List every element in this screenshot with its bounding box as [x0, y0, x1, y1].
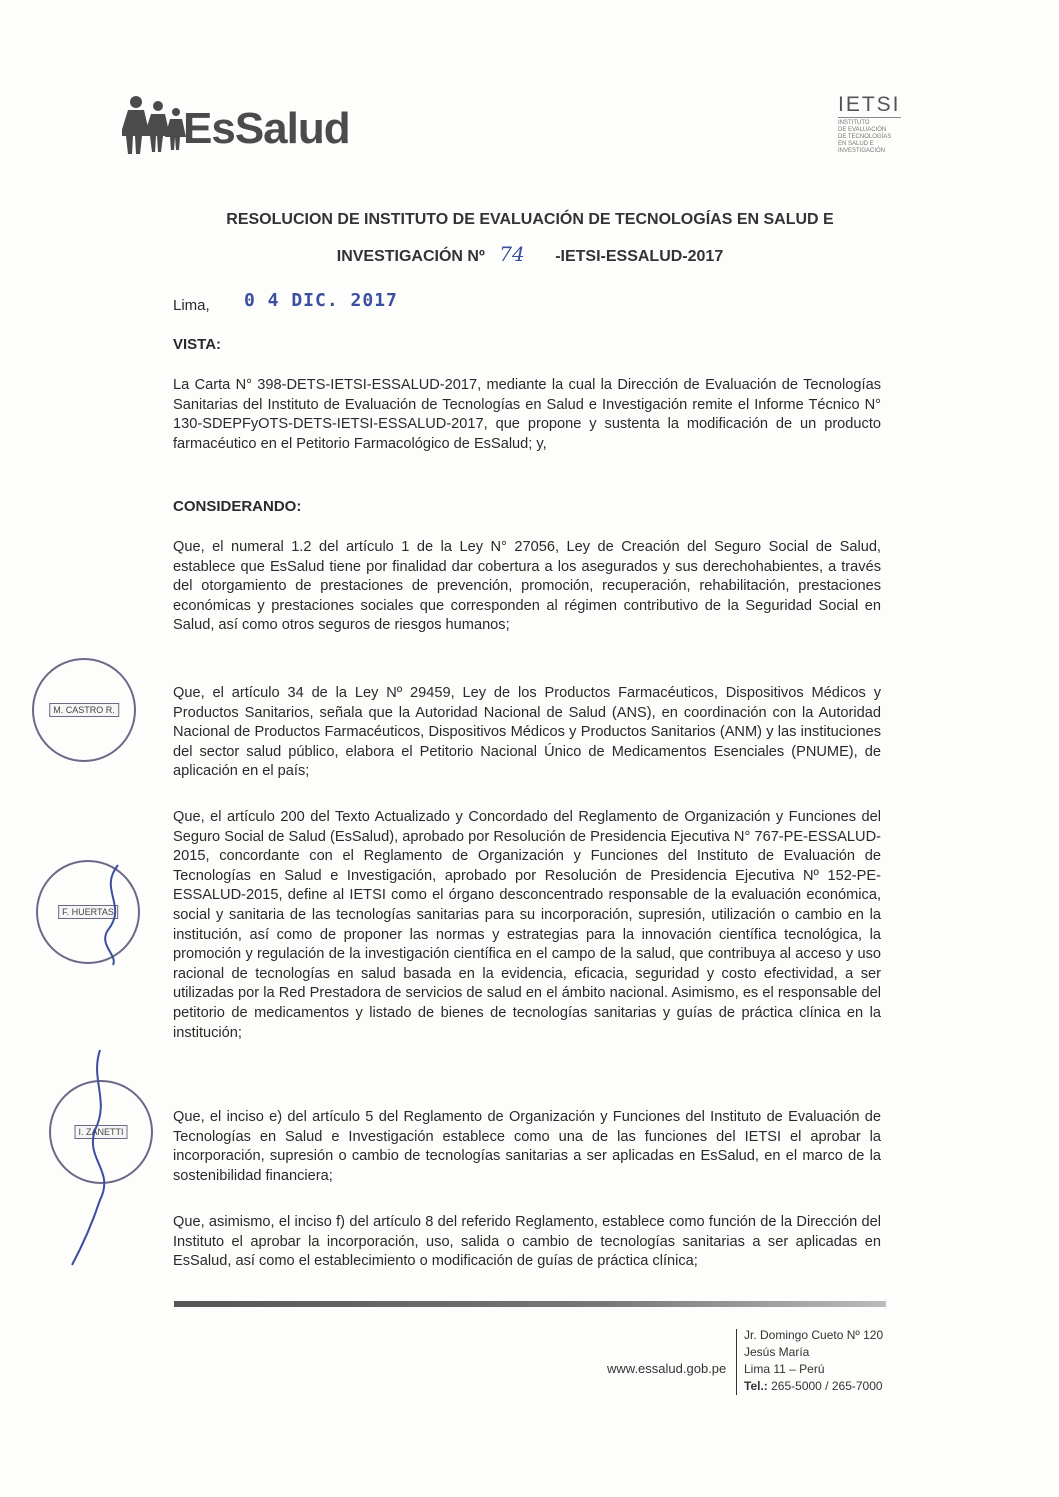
footer-address-line1: Jr. Domingo Cueto Nº 120: [744, 1328, 884, 1342]
handwritten-signature: [60, 1040, 130, 1270]
considerando-paragraph-4: Que, el inciso e) del artículo 5 del Reglamento de Organización y Funciones del Instituto de Evaluación de Tecnologías en Salud e Investigación establece como una de las funciones del IETSI el aprobar la incorporación, supresión o cambio de tecnologías sanitarias a ser aplicadas en EsSalud, en el marco de la sostenibilidad financiera;: [173, 1109, 881, 1184]
date-stamp: 0 4 DIC. 2017: [244, 290, 398, 311]
approval-seal-3-name: I. ZANETTI: [75, 1125, 128, 1139]
essalud-brand-name: EsSalud: [183, 104, 350, 153]
considerando-paragraph-1: Que, el numeral 1.2 del artículo 1 de la Ley N° 27056, Ley de Creación del Seguro Social de Salud, establece que EsSalud tiene por finalidad dar cobertura a los asegurados y sus derechohabientes, a través del otorgamiento de prestaciones de prevención, promoción, recuperación, rehabilitación, prestaciones económicas y prestaciones sociales que corresponden al régimen contributivo de la Seguridad Social en Salud, así como otros seguros de riesgos humanos;: [173, 539, 881, 634]
considerando-paragraph-5: Que, asimismo, el inciso f) del artículo 8 del referido Reglamento, establece como función de la Dirección del Instituto el aprobar la incorporación, uso, salida o cambio de tecnologías sanitarias a ser aplicadas en EsSalud, así como el establecimiento o modificación de guías de práctica clínica;: [173, 1214, 881, 1270]
considerando-paragraph-3: Que, el artículo 200 del Texto Actualizado y Concordado del Reglamento de Organización y Funciones del Seguro Social de Salud (EsSalud), aprobado por Resolución de Presidencia Ejecutiva N° 767-PE-ESSALUD-2015, concordante con el Reglamento de Organización y Funciones del Instituto de Evaluación de Tecnologías en Salud e Investigación, aprobado por Resolución de Presidencia Ejecutiva Nº 152-PE-ESSALUD-2015, define al IETSI como el órgano desconcentrado responsable de la evaluación económica, social y sanitaria de las tecnologías sanitarias para su incorporación, supresión, utilización o cambio en la institución, así como de proponer las normas y estrategias para la innovación científica tecnológica, la promoción y regulación de la investigación científica en el campo de la salud, que contribuya al acceso y uso racional de tecnologías en salud basada en la evidencia, eficacia, seguridad y costo efectividad, a ser utilizadas por la Red Prestadora de servicios de salud en el ámbito nacional. Asimismo, es el responsable del petitorio de medicamentos y listado de bienes de tecnologías sanitarias y guías de práctica clínica en la institución;: [173, 809, 881, 1041]
footer-phone-label: Tel.:: [744, 1379, 768, 1393]
approval-seal-1-name: M. CASTRO R.: [49, 703, 119, 717]
footer-phone-value: 265-5000 / 265-7000: [771, 1379, 883, 1393]
footer-website: www.essalud.gob.pe: [607, 1361, 727, 1376]
considerando-heading: CONSIDERANDO:: [173, 498, 302, 515]
approval-seal-2-name: F. HUERTAS: [58, 905, 118, 919]
ietsi-logo-subtitle: INSTITUTO DE EVALUACIÓN DE TECNOLOGÍAS EN SALUD E INVESTIGACIÓN: [838, 120, 892, 154]
resolution-number: 74: [499, 242, 525, 266]
resolution-title-prefix: INVESTIGACIÓN Nº: [336, 248, 485, 265]
resolution-title-suffix: -IETSI-ESSALUD-2017: [555, 248, 724, 265]
footer-divider: [174, 1301, 886, 1307]
vista-paragraph: La Carta N° 398-DETS-IETSI-ESSALUD-2017, mediante la cual la Dirección de Evaluación de Tecnologías Sanitarias del Instituto de Evaluación de Tecnologías en Salud e Investigación remite el Informe Técnico N° 130-SDEPFyOTS-DETS-IETSI-ESSALUD-2017, que propone y sustenta la modificación de un producto farmacéutico en el Petitorio Farmacológico de EsSalud; y,: [173, 377, 881, 452]
place-label: Lima,: [173, 297, 210, 314]
footer-phone: [744, 1378, 883, 1395]
ietsi-logo-title: IETSI: [838, 93, 901, 116]
considerando-paragraph-2: Que, el artículo 34 de la Ley Nº 29459, Ley de los Productos Farmacéuticos, Dispositivos Médicos y Productos Sanitarios, señala que la Autoridad Nacional de Salud (ANS), en coordinación con la Autoridad Nacional de Productos Farmacéuticos, Dispositivos Médicos y Productos Sanitarios (ANM) y las instituciones del sector salud público, elabora el Petitorio Nacional Único de Medicamentos Esenciales (PNUME), de aplicación en el país;: [173, 685, 881, 780]
footer-address-line3: Lima 11 – Perú: [744, 1362, 825, 1376]
resolution-title-line2: [150, 242, 910, 266]
footer-address: [744, 1327, 883, 1395]
footer-address-line2: Jesús María: [744, 1345, 810, 1359]
ietsi-logo: [838, 93, 918, 155]
resolution-title-line1: RESOLUCION DE INSTITUTO DE EVALUACIÓN DE TECNOLOGÍAS EN SALUD E: [226, 211, 834, 228]
approval-seal-1: [32, 658, 136, 762]
vista-heading: VISTA:: [173, 336, 222, 353]
handwritten-mark: [88, 860, 138, 970]
footer-separator: [736, 1329, 737, 1395]
